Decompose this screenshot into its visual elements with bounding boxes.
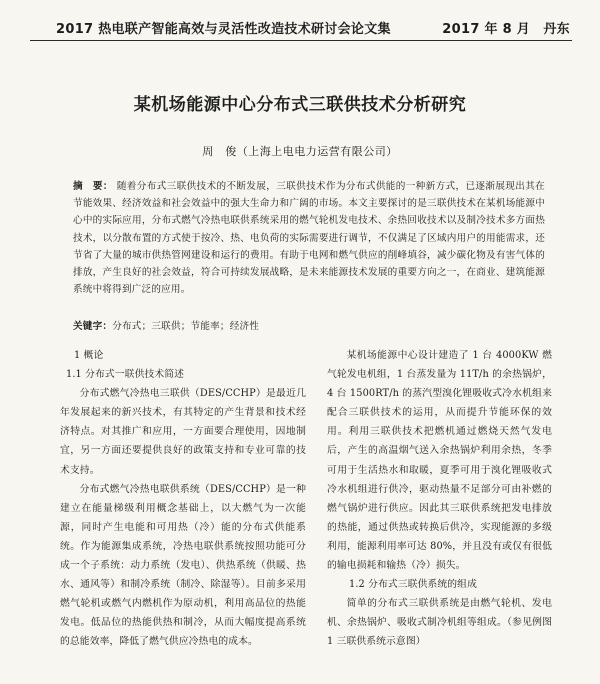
keywords-text: 分布式；三联供；节能率；经济性 bbox=[112, 321, 260, 332]
paragraph: 分布式燃气冷热电三联供（DES/CCHP）是最近几年发展起来的新兴技术，有其特定的产生背景和技术经济特点。对其推广和应用，一方面要合理使用，因地制宜，另一方面还要提供良好的政策支持和专业可靠的技术支持。 bbox=[60, 388, 306, 476]
abstract-text: 随着分布式三联供技术的不断发展，三联供技术作为分布式供能的一种新方式，已逐渐展现出其在节能效果、经济效益和社会效益中的强大生命力和广阔的市场。本文主要探讨的是三联供技术在某机场能源中心中的实际应用，分布式燃气冷热电联供系统采用的燃气轮机发电技术、余热回收技术以及制冷技术多方面热技术，以分散布置的方式使于按冷、热、电负荷的实际需要进行调节，不仅满足了区域内用户的用能需求，还节省了大量的城市供热管网建设和运行的费用。有助于电网和燃气供应的削峰填谷，减少碳化物及有害气体的排放，产生良好的社会效益，符合可持续发展战略，是未来能源技术发展的重要方向之一，在商业、建筑能源系统中将得到广泛的应用。 bbox=[73, 181, 545, 296]
abstract-label: 摘 要： bbox=[73, 181, 113, 192]
abstract bbox=[73, 178, 545, 298]
article-title: 某机场能源中心分布式三联供技术分析研究 bbox=[133, 95, 467, 115]
paragraph: 某机场能源中心设计建造了 1 台 4000KW 燃气轮发电机组，1 台蒸发量为 11T/h 的余热锅炉，4 台 1500RT/h 的蒸汽型溴化锂吸收式冷水机组来配合三联供技术的运用，从而提升节能环保的效用。利用三联供技术把燃机通过燃烧天然气发电后，产生的高温烟气送入余热锅炉利用余热，冬季可用于生活热水和取暖，夏季可用于溴化锂吸收式冷水机组进行供冷，驱动热量不足部分可由补燃的燃气锅炉进行供应。因此其三联供系统把发电排放的热能，通过供热或转换后供冷，实现能源的多级利用，能源利用率可达 80%，并且没有或仅有很低的输电损耗和输热（冷）损失。 bbox=[327, 350, 552, 572]
subsection-heading-1-1: 1.1 分布式一联供技术简述 bbox=[66, 369, 185, 381]
keywords bbox=[73, 318, 545, 332]
journal-title: 2017 热电联产智能高效与灵活性改造技术研讨会论文集 bbox=[56, 22, 391, 37]
body-column-left bbox=[60, 346, 306, 652]
author-line: 周 俊（上海上电电力运营有限公司） bbox=[202, 145, 398, 158]
header-rule bbox=[30, 40, 572, 41]
body-column-right bbox=[327, 346, 552, 652]
subsection-heading-1-2: 1.2 分布式三联供系统的组成 bbox=[349, 579, 477, 591]
paragraph: 简单的分布式三联供系统是由燃气轮机、发电机、余热锅炉、吸收式制冷机组等组成。（参见例图 1 三联供系统示意图） bbox=[327, 598, 552, 648]
date-place: 2017 年 8 月 丹东 bbox=[442, 22, 570, 37]
section-heading-1: 1 概论 bbox=[74, 350, 104, 361]
keywords-label: 关键字： bbox=[73, 321, 113, 332]
paragraph: 分布式燃气冷热电联供系统（DES/CCHP）是一种建立在能量梯级利用概念基础上，以大燃气为一次能源，同时产生电能和可用热（冷）能的分布式供能系统。作为能源集成系统，冷热电联供系统按照功能可分成一个子系统：动力系统（发电）、供热系统（供暖、热水、通风等）和制冷系统（制冷、除湿等）。目前多采用燃气轮机或燃气内燃机作为原动机，利用高品位的热能发电。低品位的热能供热和制冷，从而大幅度提高系统的总能效率，降低了燃气供应冷热电的成本。 bbox=[60, 483, 306, 648]
running-header bbox=[56, 18, 570, 37]
